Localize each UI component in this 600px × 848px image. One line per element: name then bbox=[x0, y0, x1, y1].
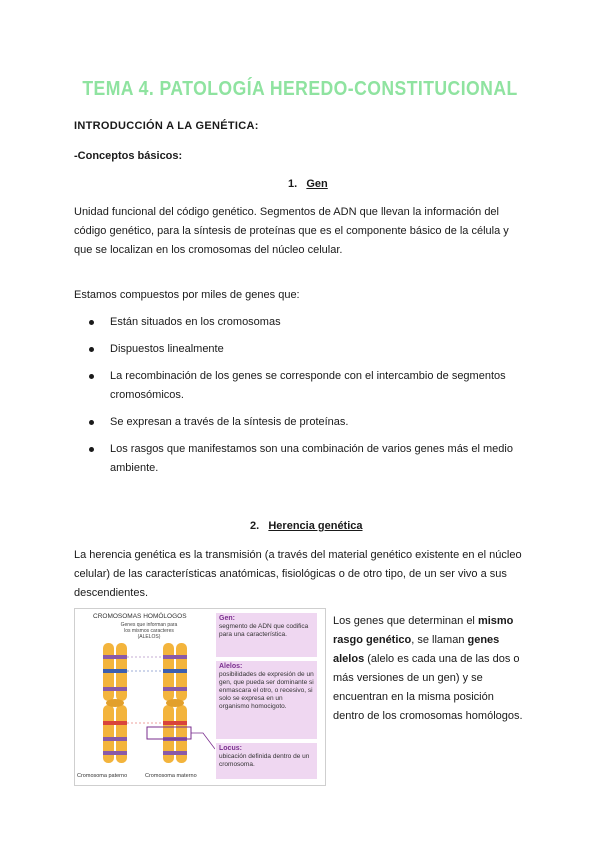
gen-paragraph: Unidad funcional del código genético. Segmentos de ADN que llevan la información del código genético, para la síntesis de proteínas que es el componente básico de la célula y que se localizan en los cromosomas del núcleo celular. bbox=[74, 206, 509, 256]
list-item: Dispuestos linealmente bbox=[74, 340, 524, 359]
locus-definition-box bbox=[216, 743, 317, 779]
figure-subtitle: Genes que informan para los mismos caracteres (ALELOS) bbox=[120, 622, 178, 640]
label-paterno: Cromosoma paterno bbox=[77, 773, 128, 779]
herencia-paragraph: La herencia genética es la transmisión (a través del material genético existente en el núcleo celular) de las características anatómicas, fisiológicas o de otro tipo, de un ser vivo a sus descendientes. bbox=[74, 549, 522, 599]
list-item: Se expresan a través de la síntesis de proteínas. bbox=[74, 413, 524, 432]
section2-number: 2. bbox=[250, 520, 260, 532]
side-text-1: Los genes que determinan el bbox=[333, 615, 478, 627]
section2-heading bbox=[250, 520, 363, 532]
locus-box-text: ubicación definida dentro de un cromosoma. bbox=[219, 753, 310, 768]
chromosome-figure bbox=[74, 608, 326, 786]
side-bold-1: mismo rasgo genético bbox=[333, 615, 514, 646]
gen-box-title: Gen: bbox=[219, 615, 235, 622]
section1-number: 1. bbox=[288, 178, 298, 190]
gen-box-text: segmento de ADN que codifica para una característica. bbox=[219, 623, 309, 638]
page-title: TEMA 4. PATOLOGÍA HEREDO-CONSTITUCIONAL bbox=[82, 78, 518, 100]
alelos-paragraph bbox=[333, 612, 528, 726]
chromosome-materno-icon bbox=[163, 643, 187, 763]
side-bold-2: genes alelos bbox=[333, 634, 500, 665]
label-materno: Cromosoma materno bbox=[145, 773, 197, 779]
list-item: Los rasgos que manifestamos son una combinación de varios genes más el medio ambiente. bbox=[74, 440, 524, 478]
side-text-3: (alelo es cada una de las dos o más versiones de un gen) y se encuentran en la misma posición dentro de los cromosomas homólogos. bbox=[333, 653, 523, 722]
side-text-2: , se llaman bbox=[411, 634, 468, 646]
figure-title: CROMOSOMAS HOMÓLOGOS bbox=[93, 613, 187, 620]
genes-bullet-list bbox=[74, 313, 524, 486]
list-item: Están situados en los cromosomas bbox=[74, 313, 524, 332]
chromosome-diagram bbox=[75, 609, 215, 785]
section1-title: Gen bbox=[306, 178, 328, 190]
alelos-box-title: Alelos: bbox=[219, 663, 243, 670]
intro-heading: INTRODUCCIÓN A LA GENÉTICA: bbox=[74, 120, 259, 132]
alelos-definition-box bbox=[216, 661, 317, 739]
gen-definition-box bbox=[216, 613, 317, 657]
alelos-box-text: posibilidades de expresión de un gen, que pueda ser dominante si enmascara el otro, o recesivo, si solo se expresa en un organismo homocigoto. bbox=[219, 671, 314, 710]
genes-intro: Estamos compuestos por miles de genes que: bbox=[74, 289, 300, 301]
chromosome-paterno-icon bbox=[103, 643, 127, 763]
section2-title: Herencia genética bbox=[268, 520, 363, 532]
list-item: La recombinación de los genes se corresponde con el intercambio de segmentos cromosómicos. bbox=[74, 367, 524, 405]
section1-heading bbox=[288, 178, 328, 190]
subheading: -Conceptos básicos: bbox=[74, 150, 183, 162]
locus-box-title: Locus: bbox=[219, 745, 242, 752]
